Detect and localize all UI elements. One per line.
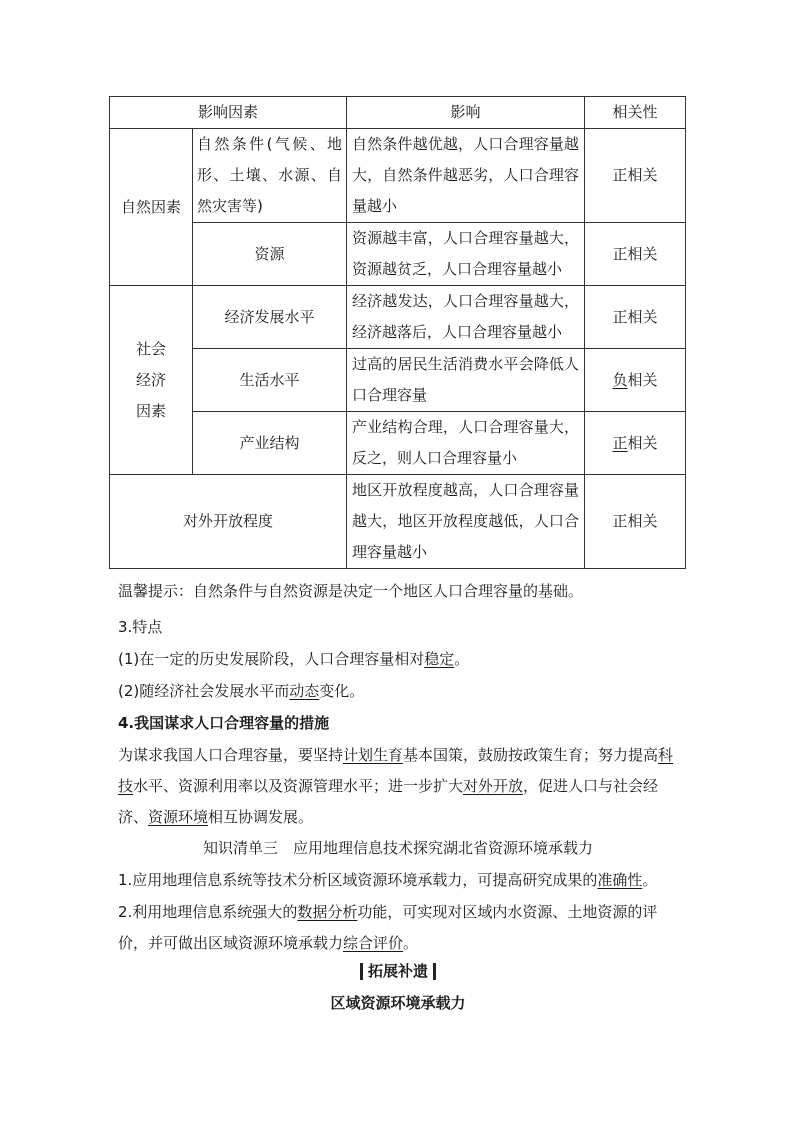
sub-factor: 产业结构 — [193, 412, 347, 475]
section3-point2: (2)随经济社会发展水平而动态变化。 — [118, 682, 365, 700]
relation-cell: 正相关 — [585, 475, 686, 569]
section3-point1: (1)在一定的历史发展阶段，人口合理容量相对稳定。 — [118, 650, 470, 668]
table-row — [110, 412, 686, 475]
section-kq3-heading: 知识清单三 应用地理信息技术探究湖北省资源环境承载力 — [202, 839, 593, 857]
factors-table — [109, 96, 686, 569]
section3-title: 3.特点 — [118, 618, 163, 636]
extension-tag: 拓展补遗 — [360, 963, 436, 980]
gis-point1: 1.应用地理信息系统等技术分析区域资源环境承载力，可提高研究成果的准确性。 — [118, 871, 658, 889]
effect-cell: 地区开放程度越高，人口合理容量越大，地区开放程度越低，人口合理容量越小 — [347, 475, 585, 569]
sub-factor: 生活水平 — [193, 349, 347, 412]
table-row — [110, 129, 686, 223]
table-row — [110, 223, 686, 286]
sub-factor: 经济发展水平 — [193, 286, 347, 349]
effect-cell: 自然条件越优越，人口合理容量越大，自然条件越恶劣，人口合理容量越小 — [347, 129, 585, 223]
extension-tag-line — [118, 962, 678, 980]
section4-paragraph: 为谋求我国人口合理容量，要坚持计划生育基本国策，鼓励按政策生育；努力提高科技水平、资源利用率以及资源管理水平；进一步扩大对外开放，促进人口与社会经济、资源环境相互协调发展。 — [118, 746, 674, 826]
relation-cell: 负相关 — [585, 349, 686, 412]
sub-factor: 自然条件(气候、地形、土壤、水源、自然灾害等) — [193, 129, 347, 223]
table-row — [110, 286, 686, 349]
header-relation: 相关性 — [585, 97, 686, 129]
effect-cell: 经济越发达，人口合理容量越大，经济越落后，人口合理容量越小 — [347, 286, 585, 349]
tip-text: 温馨提示：自然条件与自然资源是决定一个地区人口合理容量的基础。 — [118, 582, 584, 600]
table-row — [110, 349, 686, 412]
header-effect: 影响 — [347, 97, 585, 129]
extension-title: 区域资源环境承载力 — [330, 994, 466, 1012]
section4-title: 4.我国谋求人口合理容量的措施 — [118, 714, 330, 732]
sub-factor: 对外开放程度 — [110, 475, 347, 569]
table-row — [110, 475, 686, 569]
relation-cell: 正相关 — [585, 129, 686, 223]
gis-point2: 2.利用地理信息系统强大的数据分析功能，可实现对区域内水资源、土地资源的评价，并可做出区域资源环境承载力综合评价。 — [118, 903, 658, 952]
relation-cell: 正相关 — [585, 286, 686, 349]
table-header-row — [110, 97, 686, 129]
header-factor: 影响因素 — [110, 97, 347, 129]
effect-cell: 过高的居民生活消费水平会降低人口合理容量 — [347, 349, 585, 412]
relation-cell: 正相关 — [585, 223, 686, 286]
relation-cell: 正相关 — [585, 412, 686, 475]
group-natural: 自然因素 — [110, 129, 193, 286]
effect-cell: 产业结构合理，人口合理容量大，反之，则人口合理容量小 — [347, 412, 585, 475]
group-social: 社会 经济 因素 — [110, 286, 193, 475]
effect-cell: 资源越丰富，人口合理容量越大，资源越贫乏，人口合理容量越小 — [347, 223, 585, 286]
sub-factor: 资源 — [193, 223, 347, 286]
